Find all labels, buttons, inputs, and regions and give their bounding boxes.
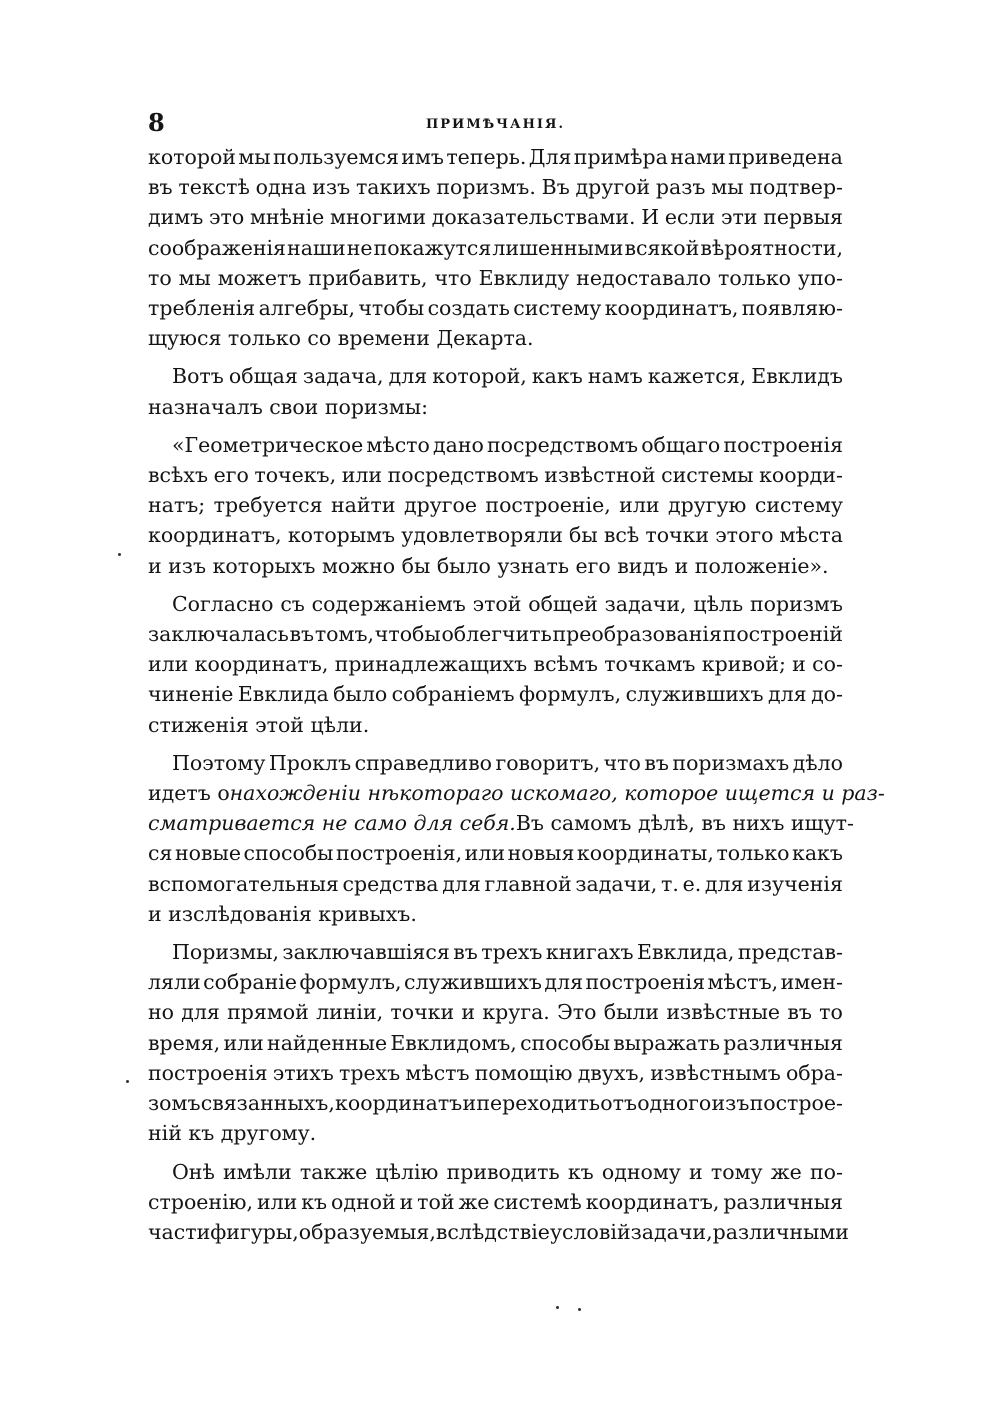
- text-line: ся новые способы построенія, или новыя координаты, только какъ: [148, 841, 843, 866]
- text-line: Поризмы, заключавшіяся въ трехъ книгахъ Евклида, представ-: [172, 940, 843, 965]
- text-line: построенія этихъ трехъ мѣстъ помощію двухъ, извѣстнымъ обра-: [148, 1060, 843, 1085]
- text-line: Согласно съ содержаніемъ этой общей задачи, цѣль поризмъ: [172, 591, 843, 616]
- text-line: и изслѣдованія кривыхъ.: [148, 901, 417, 926]
- text-line: Онѣ имѣли также цѣлію приводить къ одному и тому же по-: [172, 1159, 843, 1184]
- text-line: ляли собраніе формулъ, служившихъ для построенія мѣстъ, имен-: [148, 970, 843, 995]
- paragraph-4: [148, 589, 843, 740]
- text-line: требленія алгебры, чтобы создать систему координатъ, появляю-: [148, 296, 843, 321]
- text-line: или координатъ, принадлежащихъ всѣмъ точкамъ кривой; и со-: [148, 652, 843, 677]
- text-segment: идетъ о: [148, 781, 230, 806]
- text-line: заключалась въ томъ, чтобы облегчить преобразованія построеній: [148, 622, 843, 647]
- text-line: [148, 778, 885, 808]
- text-line: координатъ, которымъ удовлетворяли бы всѣ точки этого мѣста: [148, 523, 843, 548]
- text-line: части фигуры, образуемыя, вслѣдствіе условій задачи, различными: [148, 1219, 849, 1244]
- italic-text: сматривается не само для себя.: [148, 811, 516, 836]
- page-number: 8: [148, 108, 165, 137]
- scan-speck: [118, 553, 121, 556]
- paragraph-3-quote: [148, 430, 843, 581]
- text-line: [148, 808, 854, 838]
- paragraph-7: [148, 1157, 849, 1248]
- text-line: соображенія наши не покажутся лишенными всякой вѣроятности,: [148, 235, 843, 260]
- text-line: щуюся только со времени Декарта.: [148, 326, 534, 351]
- running-head: ПРИМѢЧАНІЯ.: [426, 117, 565, 132]
- text-line: но для прямой линіи, точки и круга. Это были извѣстные въ то: [148, 1000, 843, 1025]
- page-header: [148, 108, 843, 142]
- text-line: то мы можетъ прибавить, что Евклиду недоставало только упо-: [148, 265, 843, 290]
- text-line: строенію, или къ одной и той же системѣ координатъ, различныя: [148, 1189, 843, 1214]
- text-segment: Въ самомъ дѣлѣ, въ нихъ ищут-: [515, 811, 854, 836]
- text-line: зомъ связанныхъ, координатъ и переходить отъ одного изъ построе-: [148, 1091, 843, 1116]
- text-line: въ текстѣ одна изъ такихъ поризмъ. Въ другой разъ мы подтвер-: [148, 175, 843, 200]
- book-page: [148, 108, 885, 1247]
- scan-speck: [126, 1080, 129, 1083]
- text-line: ній къ другому.: [148, 1121, 317, 1146]
- scan-speck: [556, 1306, 559, 1309]
- text-line: натъ; требуется найти другое построеніе, или другую систему: [148, 493, 843, 518]
- text-line: Поэтому Проклъ справедливо говоритъ, что въ поризмахъ дѣло: [172, 750, 843, 775]
- text-line: «Геометрическое мѣсто дано посредствомъ общаго построенія: [172, 432, 843, 457]
- text-line: и изъ которыхъ можно бы было узнать его видъ и положеніе».: [148, 553, 829, 578]
- paragraph-2: [148, 361, 843, 421]
- text-line: всѣхъ его точекъ, или посредствомъ извѣстной системы коорди-: [148, 463, 843, 488]
- paragraph-5: [148, 748, 885, 929]
- text-line: Вотъ общая задача, для которой, какъ намъ кажется, Евклидъ: [172, 364, 843, 389]
- text-line: время, или найденные Евклидомъ, способы выражать различныя: [148, 1030, 843, 1055]
- paragraph-1: [148, 142, 843, 353]
- text-line: вспомогательныя средства для главной задачи, т. е. для изученія: [148, 871, 843, 896]
- text-line: которой мы пользуемся имъ теперь. Для примѣра нами приведена: [148, 145, 843, 169]
- paragraph-6: [148, 937, 843, 1148]
- scan-speck: [578, 1308, 581, 1311]
- text-line: димъ это мнѣніе многими доказательствами. И если эти первыя: [148, 205, 843, 230]
- text-line: чиненіе Евклида было собраніемъ формулъ, служившихъ для до-: [148, 682, 843, 707]
- text-line: стиженія этой цѣли.: [148, 712, 370, 737]
- text-line: назначалъ свои поризмы:: [148, 394, 428, 419]
- italic-text: нахожденіи нѣкотораго искомаго, которое ищется и раз-: [229, 781, 885, 806]
